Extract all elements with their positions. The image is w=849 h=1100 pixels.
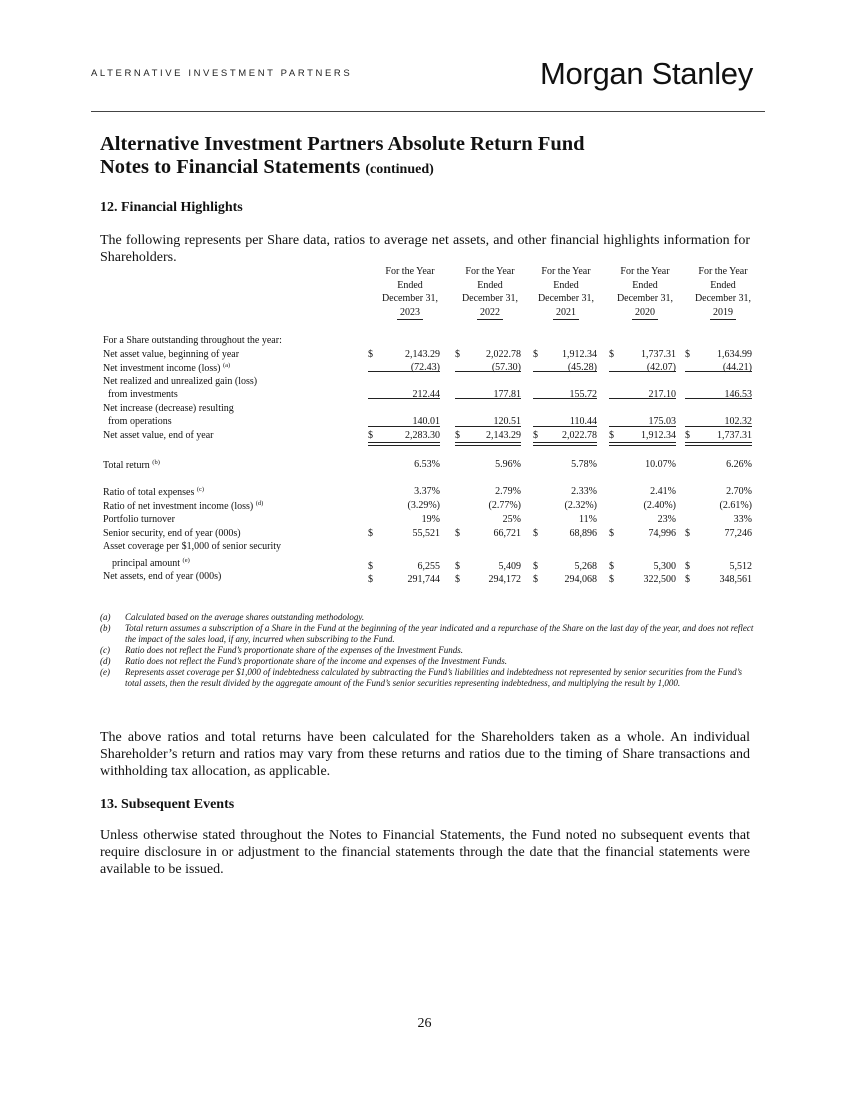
cell-value: 66,721	[493, 528, 521, 539]
dollar-sign: $	[685, 574, 690, 585]
cell-value: 212.44	[412, 389, 440, 400]
cell-net-assets-2019	[685, 574, 752, 587]
title-line-1: Alternative Investment Partners Absolute Return Fund	[100, 133, 585, 155]
underline-rule	[609, 426, 676, 427]
page-number: 26	[417, 1016, 432, 1031]
cell-ratio-nii-2019	[685, 500, 752, 513]
title-continued: (continued)	[365, 162, 434, 177]
cell-turnover-2020	[609, 514, 676, 527]
dollar-sign: $	[533, 561, 538, 572]
dollar-sign: $	[609, 561, 614, 572]
cell-value: (2.40%)	[643, 500, 676, 511]
cell-value: (2.77%)	[488, 500, 521, 511]
underline-rule	[533, 398, 597, 399]
cell-ratio-expenses-2023	[368, 486, 440, 499]
cell-value: 11%	[579, 514, 597, 525]
row-label-text: from operations	[108, 416, 172, 427]
cell-total-return-2022	[455, 459, 521, 472]
row-label-nav-begin	[103, 349, 239, 360]
row-label-nii	[103, 362, 230, 374]
cell-coverage-2021	[533, 561, 597, 574]
cell-value: 6.26%	[726, 459, 752, 470]
cell-realized-2019	[685, 389, 752, 402]
column-header-line: For the Year	[465, 266, 515, 277]
cell-ratio-nii-2020	[609, 500, 676, 513]
row-label-text: from investments	[108, 389, 178, 400]
footnote	[100, 623, 760, 645]
underline-rule	[609, 398, 676, 399]
cell-turnover-2023	[368, 514, 440, 527]
underline-rule	[368, 442, 440, 446]
underline-rule	[368, 426, 440, 427]
row-label-text: Net realized and unrealized gain (loss)	[103, 376, 258, 387]
cell-ratio-nii-2022	[455, 500, 521, 513]
column-header-line: For the Year	[698, 266, 748, 277]
row-label-text: Net asset value, beginning of year	[103, 349, 240, 360]
cell-value: 68,896	[569, 528, 597, 539]
footnote-ref: (b)	[152, 459, 160, 466]
footnote	[100, 645, 760, 656]
cell-ratio-expenses-2019	[685, 486, 752, 499]
column-header-line: Ended	[477, 279, 503, 291]
row-label-nav-end	[103, 430, 214, 441]
cell-total-return-2023	[368, 459, 440, 472]
row-label-ratio-nii	[103, 500, 263, 512]
cell-value: (2.32%)	[564, 500, 597, 511]
row-label-text: principal amount	[112, 558, 181, 569]
cell-value: 10.07%	[645, 459, 676, 470]
section-13-text: Unless otherwise stated throughout the Notes to Financial Statements, the Fund noted no subsequent events that require disclosure in or adjustment to the financial statements through the date that the financial statements were available to be issued.	[100, 828, 750, 877]
dollar-sign: $	[455, 574, 460, 585]
section-13-heading: 13. Subsequent Events	[100, 797, 235, 812]
cell-total-return-2021	[533, 459, 597, 472]
underline-rule	[609, 371, 676, 372]
cell-increase-2023	[368, 416, 440, 429]
cell-value: 294,068	[564, 574, 597, 585]
underline-rule	[685, 426, 752, 427]
cell-nii-2021	[533, 362, 597, 375]
section-12-intro: The following represents per Share data, ratios to average net assets, and other financial highlights information for Shareholders.	[100, 233, 750, 265]
cell-value: 2.41%	[650, 486, 676, 497]
column-header-year: 2021	[553, 306, 579, 321]
dollar-sign: $	[455, 430, 460, 441]
cell-realized-2022	[455, 389, 521, 402]
cell-nav-begin-2021	[533, 349, 597, 362]
cell-value: 1,634.99	[717, 349, 752, 360]
row-label-text: Net assets, end of year (000s)	[103, 571, 222, 582]
cell-nav-begin-2019	[685, 349, 752, 362]
cell-nii-2023	[368, 362, 440, 375]
brand-line: ALTERNATIVE INVESTMENT PARTNERS	[91, 68, 353, 79]
dollar-sign: $	[368, 430, 373, 441]
underline-rule	[455, 442, 521, 446]
cell-value: 5.78%	[571, 459, 597, 470]
cell-nii-2022	[455, 362, 521, 375]
underline-rule	[685, 371, 752, 372]
underline-rule	[685, 398, 752, 399]
row-label-realized-1	[103, 376, 257, 387]
dollar-sign: $	[533, 574, 538, 585]
cell-coverage-2020	[609, 561, 676, 574]
cell-nav-begin-2022	[455, 349, 521, 362]
cell-value: (2.61%)	[719, 500, 752, 511]
dollar-sign: $	[685, 561, 690, 572]
cell-ratio-nii-2021	[533, 500, 597, 513]
cell-value: 110.44	[569, 416, 597, 427]
underline-rule	[455, 426, 521, 427]
cell-value: 5,268	[574, 561, 597, 572]
cell-value: 1,912.34	[641, 430, 676, 441]
row-label-senior	[103, 528, 241, 539]
dollar-sign: $	[455, 528, 460, 539]
footnote-ref: (e)	[182, 557, 190, 564]
cell-value: 6.53%	[414, 459, 440, 470]
footnote-tag: (e)	[100, 667, 110, 677]
column-header-line: December 31,	[461, 293, 519, 304]
cell-ratio-expenses-2022	[455, 486, 521, 499]
underline-rule	[368, 371, 440, 372]
cell-nav-begin-2020	[609, 349, 676, 362]
cell-value: 3.37%	[414, 486, 440, 497]
cell-increase-2022	[455, 416, 521, 429]
row-label-total-return	[103, 459, 160, 471]
footnote-ref: (d)	[255, 500, 264, 507]
cell-value: 217.10	[648, 389, 676, 400]
dollar-sign: $	[685, 349, 690, 360]
column-header-line: December 31,	[537, 293, 595, 304]
closing-paragraph: The above ratios and total returns have been calculated for the Shareholders taken as a whole. An individual Shareholder’s return and ratios may vary from these returns and ratios due to the timing of Share transactions and withholding tax allocation, as applicable.	[100, 730, 750, 779]
row-label-text: Total return	[103, 460, 150, 471]
row-label-text: Senior security, end of year (000s)	[103, 528, 241, 539]
cell-value: 155.72	[569, 389, 597, 400]
cell-net-assets-2022	[455, 574, 521, 587]
column-header-line: December 31,	[381, 293, 439, 304]
row-label-text: For a Share outstanding throughout the year:	[103, 335, 282, 346]
column-header-year: 2020	[632, 306, 658, 321]
cell-value: 25%	[502, 514, 521, 525]
cell-value: 175.03	[648, 416, 676, 427]
cell-value: 55,521	[412, 528, 440, 539]
underline-rule	[455, 398, 521, 399]
cell-value: 2,143.29	[486, 430, 521, 441]
column-header-2023	[371, 265, 449, 320]
dollar-sign: $	[368, 561, 373, 572]
row-label-ratio-expenses	[103, 486, 204, 498]
cell-ratio-expenses-2020	[609, 486, 676, 499]
cell-value: 5.96%	[495, 459, 521, 470]
cell-value: (72.43)	[410, 362, 440, 373]
cell-value: 77,246	[724, 528, 752, 539]
column-header-line: Ended	[553, 279, 579, 291]
cell-value: 291,744	[407, 574, 440, 585]
footnote-ref: (a)	[222, 362, 231, 369]
cell-value: 2,143.29	[405, 349, 440, 360]
cell-coverage-2019	[685, 561, 752, 574]
column-header-year: 2022	[477, 306, 503, 321]
underline-rule	[533, 371, 597, 372]
row-label-text: Asset coverage per $1,000 of senior security	[103, 541, 281, 552]
cell-value: 2,283.30	[405, 430, 440, 441]
footnote-text: Total return assumes a subscription of a Share in the Fund at the beginning of the year indicated and a repurchase of the Share on the last day of the year, and does not reflect the impact of the sales load, if any, incurred when subscribing to the Fund.	[125, 623, 754, 644]
row-label-turnover	[103, 514, 175, 525]
cell-value: 2.70%	[726, 486, 752, 497]
dollar-sign: $	[368, 574, 373, 585]
footnote-ref: (c)	[196, 486, 205, 493]
cell-coverage-2023	[368, 561, 440, 574]
cell-net-assets-2020	[609, 574, 676, 587]
column-header-2022	[451, 265, 529, 320]
cell-turnover-2019	[685, 514, 752, 527]
dollar-sign: $	[609, 349, 614, 360]
footnote-tag: (b)	[100, 623, 111, 633]
footnote-text: Ratio does not reflect the Fund’s proportionate share of the income and expenses of the Investment Funds.	[125, 656, 508, 666]
column-header-2021	[527, 265, 605, 320]
cell-nav-begin-2023	[368, 349, 440, 362]
column-header-line: Ended	[710, 279, 736, 291]
cell-total-return-2020	[609, 459, 676, 472]
column-header-line: December 31,	[616, 293, 674, 304]
dollar-sign: $	[368, 528, 373, 539]
row-label-share-outstanding	[103, 335, 282, 346]
row-label-net-assets	[103, 571, 221, 582]
cell-value: 74,996	[648, 528, 676, 539]
row-label-text: Net asset value, end of year	[103, 430, 214, 441]
row-label-coverage-1	[103, 541, 281, 552]
footnote-tag: (d)	[100, 656, 111, 666]
dollar-sign: $	[685, 430, 690, 441]
footnotes	[100, 612, 760, 689]
cell-senior-2021	[533, 528, 597, 541]
cell-senior-2023	[368, 528, 440, 541]
cell-value: 1,737.31	[717, 430, 752, 441]
cell-value: 23%	[657, 514, 676, 525]
morgan-stanley-logo: Morgan Stanley	[540, 56, 753, 91]
cell-value: (42.07)	[646, 362, 676, 373]
cell-value: (44.21)	[722, 362, 752, 373]
underline-rule	[533, 442, 597, 446]
row-label-text: Ratio of total expenses	[103, 487, 195, 498]
footnote-text: Calculated based on the average shares outstanding methodology.	[125, 612, 365, 622]
cell-ratio-nii-2023	[368, 500, 440, 513]
column-header-line: For the Year	[620, 266, 670, 277]
row-label-coverage-2	[112, 557, 190, 569]
row-label-text: Portfolio turnover	[103, 514, 175, 525]
cell-value: 348,561	[719, 574, 752, 585]
cell-value: 294,172	[488, 574, 521, 585]
cell-total-return-2019	[685, 459, 752, 472]
column-header-line: For the Year	[385, 266, 435, 277]
row-label-increase-1	[103, 403, 234, 414]
row-label-realized-2	[108, 389, 178, 400]
footnote-tag: (c)	[100, 645, 110, 655]
cell-value: 1,737.31	[641, 349, 676, 360]
cell-ratio-expenses-2021	[533, 486, 597, 499]
dollar-sign: $	[368, 349, 373, 360]
cell-value: 2,022.78	[562, 430, 597, 441]
cell-net-assets-2021	[533, 574, 597, 587]
column-header-line: Ended	[397, 279, 423, 291]
footnote	[100, 612, 760, 623]
cell-value: (57.30)	[491, 362, 521, 373]
cell-value: 19%	[421, 514, 440, 525]
column-header-2020	[606, 265, 684, 320]
column-header-line: December 31,	[694, 293, 752, 304]
cell-nii-2020	[609, 362, 676, 375]
underline-rule	[533, 426, 597, 427]
cell-value: 177.81	[493, 389, 521, 400]
cell-value: 102.32	[724, 416, 752, 427]
dollar-sign: $	[533, 349, 538, 360]
cell-value: 1,912.34	[562, 349, 597, 360]
footnote-tag: (a)	[100, 612, 111, 622]
cell-turnover-2022	[455, 514, 521, 527]
section-12-heading: 12. Financial Highlights	[100, 200, 243, 215]
column-header-year: 2023	[397, 306, 423, 321]
dollar-sign: $	[533, 528, 538, 539]
dollar-sign: $	[609, 528, 614, 539]
row-label-increase-2	[108, 416, 172, 427]
cell-senior-2020	[609, 528, 676, 541]
dollar-sign: $	[455, 561, 460, 572]
cell-nii-2019	[685, 362, 752, 375]
cell-value: 2,022.78	[486, 349, 521, 360]
cell-value: (3.29%)	[407, 500, 440, 511]
cell-value: 5,409	[498, 561, 521, 572]
cell-realized-2020	[609, 389, 676, 402]
row-label-text: Net increase (decrease) resulting	[103, 403, 234, 414]
cell-net-assets-2023	[368, 574, 440, 587]
underline-rule	[455, 371, 521, 372]
cell-value: 2.33%	[571, 486, 597, 497]
cell-value: 6,255	[417, 561, 440, 572]
cell-value: (45.28)	[567, 362, 597, 373]
row-label-text: Ratio of net investment income (loss)	[103, 501, 254, 512]
column-header-line: For the Year	[541, 266, 591, 277]
cell-coverage-2022	[455, 561, 521, 574]
column-header-line: Ended	[632, 279, 658, 291]
dollar-sign: $	[455, 349, 460, 360]
footnote-text: Ratio does not reflect the Fund’s proportionate share of the expenses of the Investment Funds.	[125, 645, 464, 655]
cell-turnover-2021	[533, 514, 597, 527]
dollar-sign: $	[609, 430, 614, 441]
cell-increase-2021	[533, 416, 597, 429]
cell-senior-2019	[685, 528, 752, 541]
cell-value: 33%	[733, 514, 752, 525]
dollar-sign: $	[533, 430, 538, 441]
cell-senior-2022	[455, 528, 521, 541]
underline-rule	[368, 398, 440, 399]
cell-increase-2020	[609, 416, 676, 429]
cell-value: 140.01	[412, 416, 440, 427]
underline-rule	[609, 442, 676, 446]
footnote	[100, 667, 760, 689]
column-header-year: 2019	[710, 306, 736, 321]
cell-increase-2019	[685, 416, 752, 429]
cell-value: 120.51	[493, 416, 521, 427]
cell-realized-2023	[368, 389, 440, 402]
dollar-sign: $	[609, 574, 614, 585]
underline-rule	[685, 442, 752, 446]
footnote-text: Represents asset coverage per $1,000 of indebtedness calculated by subtracting the Fund’s liabilities and indebtedness not represented by senior securities from the Fund’s total assets, then the result divided by the aggregate amount of the Fund’s senior securities representing indebtedness, and multiplying the result by 1,000.	[125, 667, 742, 688]
cell-value: 146.53	[724, 389, 752, 400]
cell-value: 2.79%	[495, 486, 521, 497]
cell-value: 5,300	[653, 561, 676, 572]
title-line-2: Notes to Financial Statements (continued)	[100, 156, 434, 178]
cell-realized-2021	[533, 389, 597, 402]
cell-value: 5,512	[729, 561, 752, 572]
footnote	[100, 656, 760, 667]
column-header-2019	[684, 265, 762, 320]
row-label-text: Net investment income (loss)	[103, 363, 221, 374]
cell-value: 322,500	[643, 574, 676, 585]
dollar-sign: $	[685, 528, 690, 539]
